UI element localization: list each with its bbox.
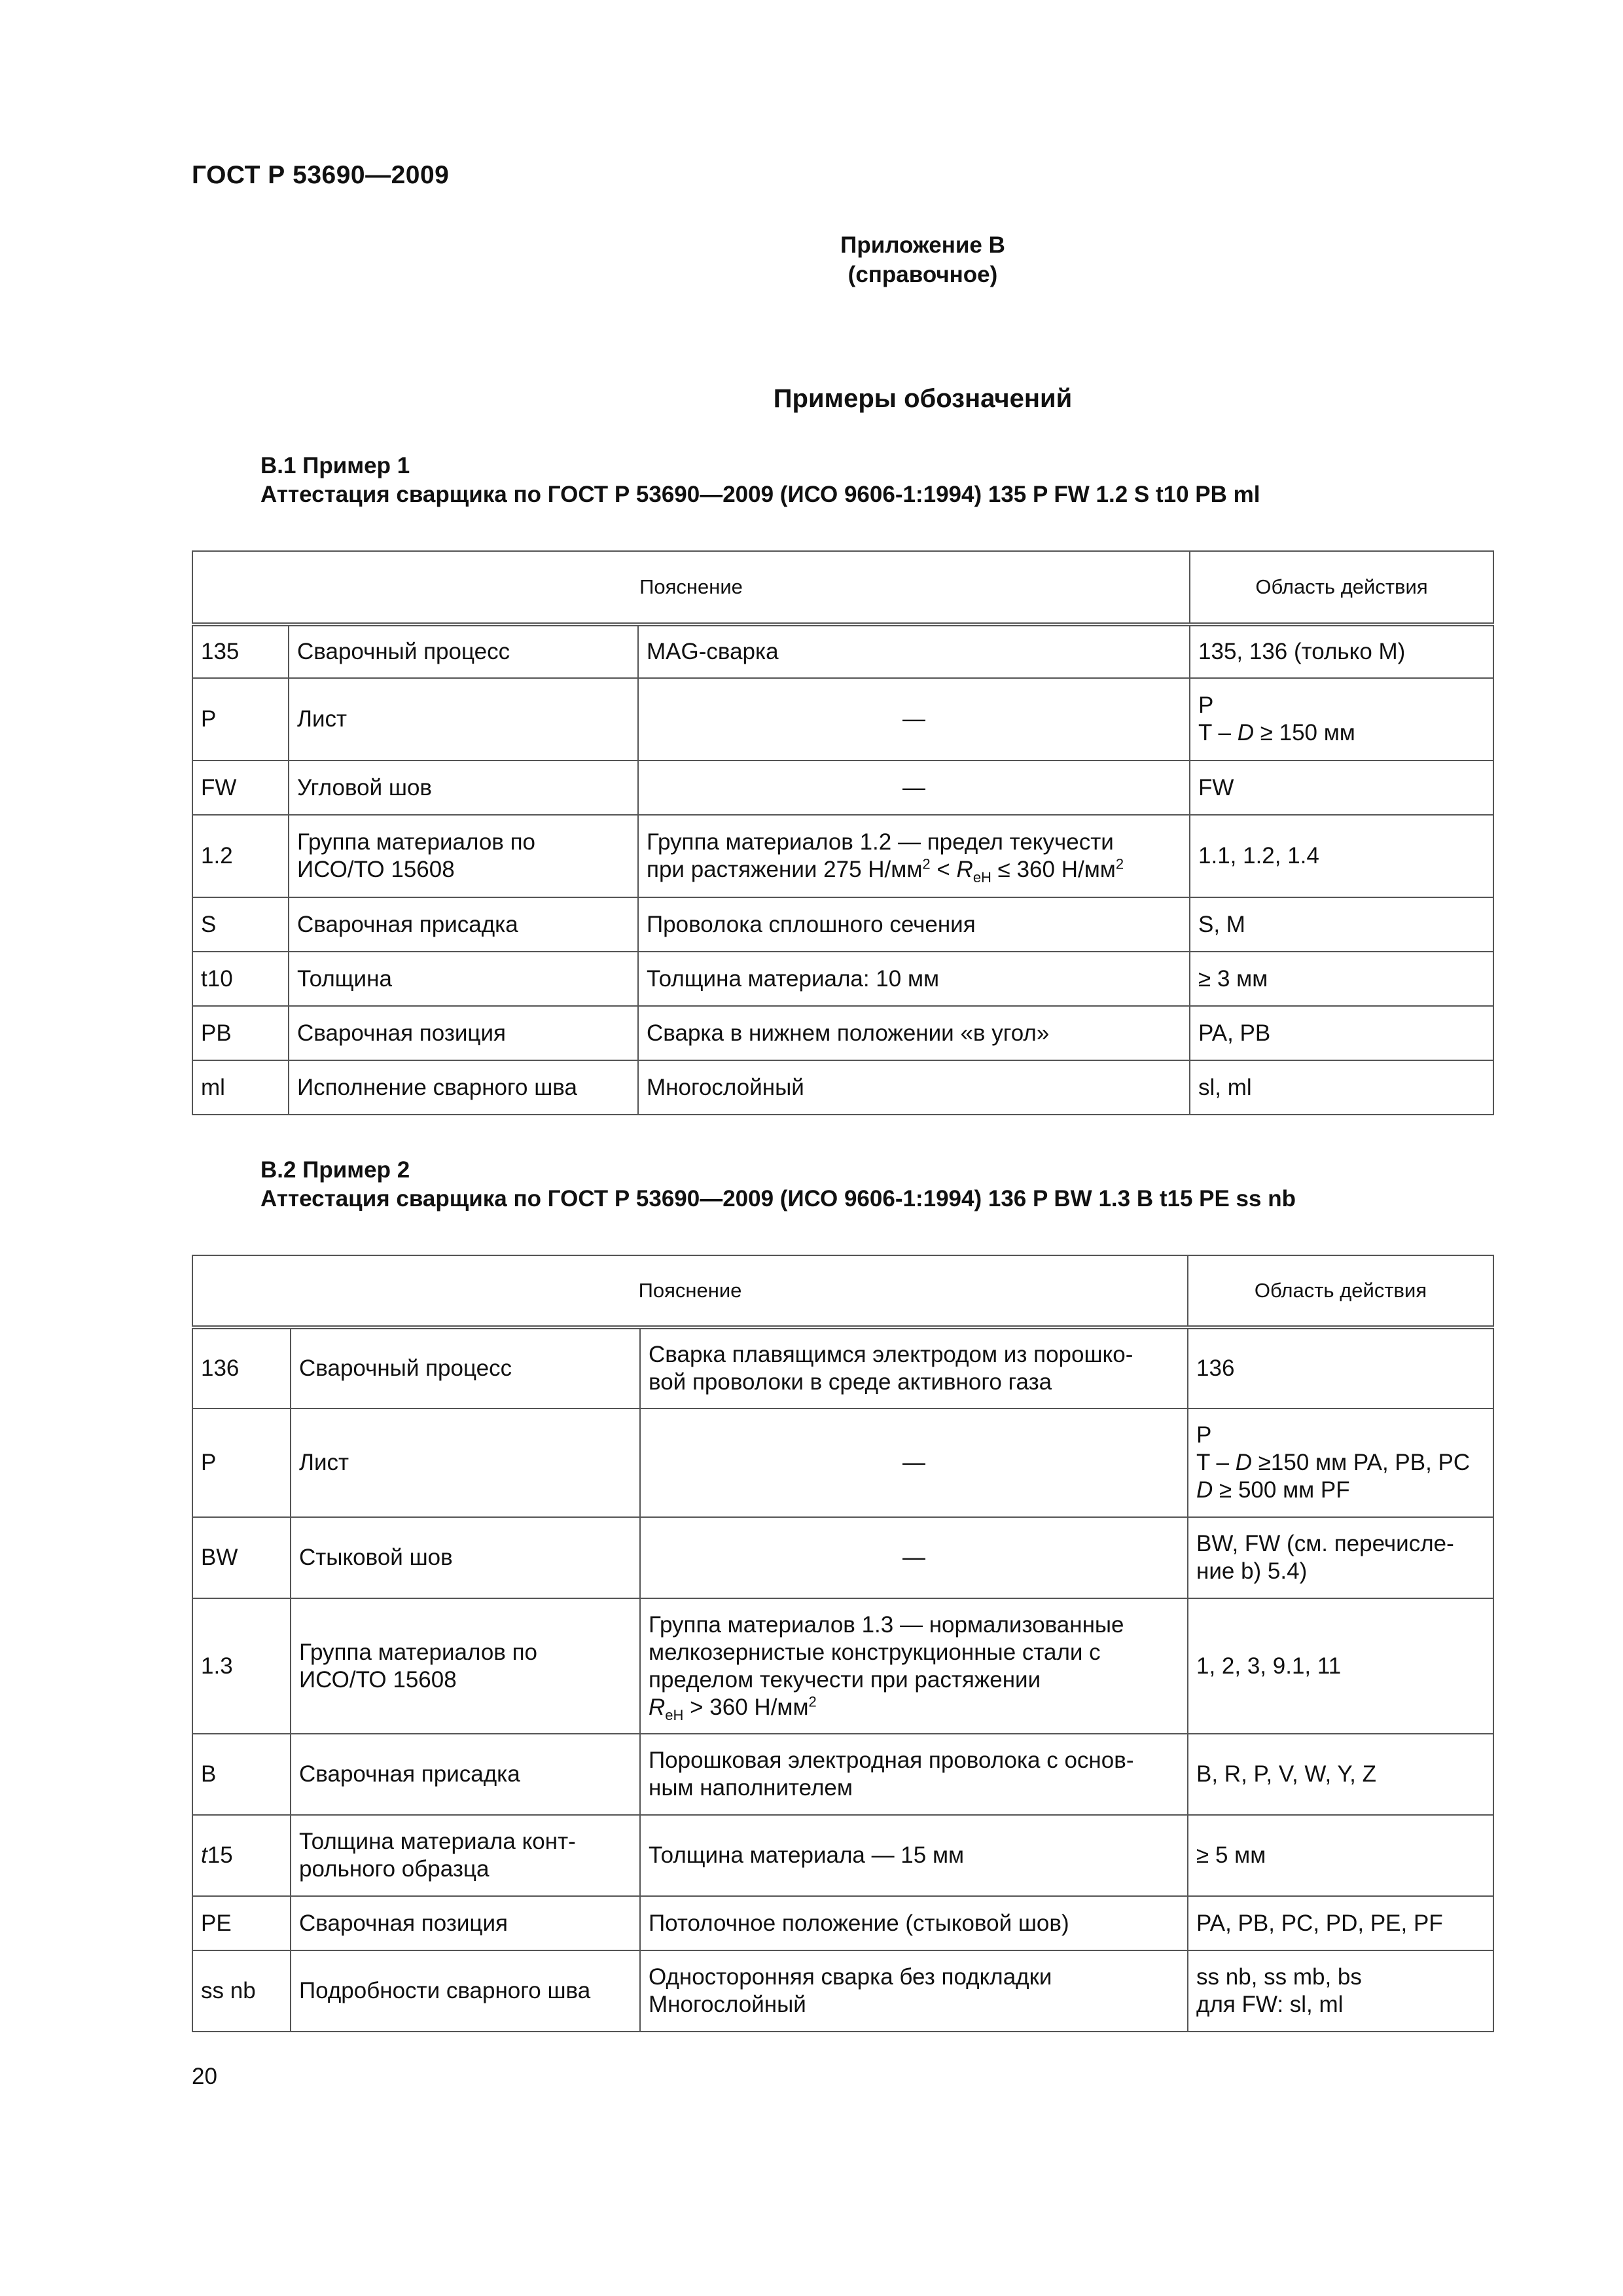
cell-code: PB <box>192 1006 289 1060</box>
cell-param <box>291 1815 640 1896</box>
document-code: ГОСТ Р 53690—2009 <box>192 161 450 189</box>
cell-value: Многослойный <box>638 1060 1190 1115</box>
value-line <box>647 856 1181 884</box>
cell-scope <box>1188 1517 1493 1598</box>
cell-scope: 1, 2, 3, 9.1, 11 <box>1188 1598 1493 1734</box>
value-line: Группа материалов 1.2 — предел текучести <box>647 829 1114 855</box>
value-text: ≤ 360 Н/мм <box>991 857 1116 882</box>
cell-code <box>192 1815 291 1896</box>
cell-value: Толщина материала: 10 мм <box>638 952 1190 1006</box>
scope-text: T – <box>1196 1450 1236 1475</box>
cell-param: Сварочная позиция <box>291 1896 640 1950</box>
example2-caption: Аттестация сварщика по ГОСТ Р 53690—2009 (ИСО 9606-1:1994) 136 P BW 1.3 B t15 PE ss nb <box>260 1186 1296 1211</box>
cell-value <box>640 1734 1188 1815</box>
scope-italic: D <box>1196 1477 1213 1503</box>
table-row <box>192 815 1493 897</box>
cell-param <box>291 1598 640 1734</box>
code-text: 15 <box>207 1842 233 1868</box>
cell-code: B <box>192 1734 291 1815</box>
cell-value <box>638 815 1190 897</box>
table-row <box>192 1060 1493 1115</box>
cell-value: Проволока сплошного сечения <box>638 897 1190 952</box>
column-header-explanation: Пояснение <box>192 551 1190 624</box>
cell-code: FW <box>192 761 289 815</box>
cell-scope: ≥ 5 мм <box>1188 1815 1493 1896</box>
value-line: вой проволоки в среде активного газа <box>649 1369 1052 1395</box>
cell-code: PE <box>192 1896 291 1950</box>
cell-param: Сварочная присадка <box>291 1734 640 1815</box>
code-italic: t <box>201 1842 207 1868</box>
cell-param: Лист <box>289 678 638 761</box>
cell-value: — <box>640 1408 1188 1517</box>
column-header-scope: Область действия <box>1190 551 1493 624</box>
table-row <box>192 1896 1493 1950</box>
example1-caption: Аттестация сварщика по ГОСТ Р 53690—2009 (ИСО 9606-1:1994) 135 P FW 1.2 S t10 PB ml <box>260 482 1260 507</box>
value-line <box>649 1694 1179 1721</box>
appendix-title: Приложение В <box>840 232 1005 258</box>
table-row <box>192 761 1493 815</box>
page-number: 20 <box>192 2064 217 2089</box>
param-line: Толщина материала конт- <box>299 1829 576 1854</box>
cell-param: Лист <box>291 1408 640 1517</box>
example2-table <box>192 1255 1494 2032</box>
value-italic: R <box>649 1694 666 1720</box>
cell-param: Сварочная позиция <box>289 1006 638 1060</box>
value-line: Многослойный <box>649 1992 806 2017</box>
cell-value: — <box>638 761 1190 815</box>
value-line: ным наполнителем <box>649 1775 853 1801</box>
value-text: при растяжении 275 Н/мм <box>647 857 923 882</box>
cell-value <box>640 1327 1188 1408</box>
value-line: Односторонняя сварка без подкладки <box>649 1964 1052 1990</box>
superscript: 2 <box>808 1693 817 1710</box>
value-line: Группа материалов 1.3 — нормализованные <box>649 1611 1124 1638</box>
cell-code: S <box>192 897 289 952</box>
cell-value <box>640 1598 1188 1734</box>
value-text: < <box>930 857 957 882</box>
scope-text: ≥150 мм PA, PB, PC <box>1251 1450 1471 1475</box>
value-text: > 360 Н/мм <box>683 1694 809 1720</box>
column-header-scope: Область действия <box>1188 1255 1493 1327</box>
scope-line <box>1198 719 1485 747</box>
cell-value: Сварка в нижнем положении «в угол» <box>638 1006 1190 1060</box>
value-italic: R <box>956 857 973 882</box>
scope-italic: D <box>1237 720 1254 745</box>
cell-value: — <box>640 1517 1188 1598</box>
table-row <box>192 678 1493 761</box>
cell-value: — <box>638 678 1190 761</box>
table-row <box>192 1950 1493 2032</box>
scope-line: для FW: sl, ml <box>1196 1992 1344 2017</box>
section-title: Примеры обозначений <box>773 384 1073 413</box>
cell-scope: 135, 136 (только M) <box>1190 624 1493 678</box>
subscript: eH <box>665 1706 684 1723</box>
column-header-explanation: Пояснение <box>192 1255 1188 1327</box>
scope-text: T – <box>1198 720 1238 745</box>
cell-value <box>640 1950 1188 2032</box>
scope-line <box>1196 1477 1485 1504</box>
example1-heading: В.1 Пример 1 <box>260 453 410 478</box>
cell-param: Исполнение сварного шва <box>289 1060 638 1115</box>
cell-code: P <box>192 1408 291 1517</box>
cell-scope <box>1190 678 1493 761</box>
cell-param: Сварочная присадка <box>289 897 638 952</box>
example1-table <box>192 550 1494 1115</box>
cell-param: Угловой шов <box>289 761 638 815</box>
param-line: ИСО/ТО 15608 <box>297 857 455 882</box>
cell-param: Подробности сварного шва <box>291 1950 640 2032</box>
scope-line: P <box>1196 1422 1212 1448</box>
param-line: ИСО/ТО 15608 <box>299 1666 457 1693</box>
param-line: Группа материалов по <box>299 1639 538 1665</box>
cell-scope: S, M <box>1190 897 1493 952</box>
superscript: 2 <box>922 855 931 872</box>
cell-code: 135 <box>192 624 289 678</box>
scope-line: BW, FW (см. перечисле- <box>1196 1531 1454 1556</box>
cell-value: Потолочное положение (стыковой шов) <box>640 1896 1188 1950</box>
cell-scope: ≥ 3 мм <box>1190 952 1493 1006</box>
table-row <box>192 624 1493 678</box>
subscript: eH <box>972 869 991 886</box>
scope-line <box>1196 1449 1485 1477</box>
table-row <box>192 1006 1493 1060</box>
scope-text: ≥ 150 мм <box>1253 720 1355 745</box>
cell-scope: FW <box>1190 761 1493 815</box>
cell-code: ml <box>192 1060 289 1115</box>
scope-line: ss nb, ss mb, bs <box>1196 1964 1362 1990</box>
table-row <box>192 897 1493 952</box>
table-row <box>192 1815 1493 1896</box>
value-line: пределом текучести при растяжении <box>649 1666 1041 1693</box>
cell-scope: 136 <box>1188 1327 1493 1408</box>
cell-param: Сварочный процесс <box>289 624 638 678</box>
example2-heading: В.2 Пример 2 <box>260 1157 410 1183</box>
table-row <box>192 1408 1493 1517</box>
cell-scope <box>1188 1408 1493 1517</box>
cell-scope: 1.1, 1.2, 1.4 <box>1190 815 1493 897</box>
cell-code: 1.3 <box>192 1598 291 1734</box>
superscript: 2 <box>1115 855 1124 872</box>
table-row <box>192 1734 1493 1815</box>
value-line: мелкозернистые конструкционные стали с <box>649 1639 1101 1665</box>
cell-value: Толщина материала — 15 мм <box>640 1815 1188 1896</box>
cell-scope: sl, ml <box>1190 1060 1493 1115</box>
table-row <box>192 1517 1493 1598</box>
table-row <box>192 952 1493 1006</box>
cell-code: t10 <box>192 952 289 1006</box>
cell-param <box>289 815 638 897</box>
table-row <box>192 1327 1493 1408</box>
scope-italic: D <box>1235 1450 1252 1475</box>
cell-param: Стыковой шов <box>291 1517 640 1598</box>
cell-scope: B, R, P, V, W, Y, Z <box>1188 1734 1493 1815</box>
cell-scope: PA, PB, PC, PD, PE, PF <box>1188 1896 1493 1950</box>
param-line: Группа материалов по <box>297 829 536 855</box>
value-line: Сварка плавящимся электродом из порошко- <box>649 1342 1133 1367</box>
cell-code: ss nb <box>192 1950 291 2032</box>
cell-scope: PA, PB <box>1190 1006 1493 1060</box>
scope-line: ние b) 5.4) <box>1196 1558 1308 1584</box>
cell-code: 1.2 <box>192 815 289 897</box>
cell-param: Сварочный процесс <box>291 1327 640 1408</box>
cell-scope <box>1188 1950 1493 2032</box>
cell-code: 136 <box>192 1327 291 1408</box>
table-row <box>192 1598 1493 1734</box>
cell-value: MAG-сварка <box>638 624 1190 678</box>
value-line: Порошковая электродная проволока с основ- <box>649 1748 1134 1773</box>
cell-param: Толщина <box>289 952 638 1006</box>
scope-line: P <box>1198 692 1214 718</box>
cell-code: BW <box>192 1517 291 1598</box>
param-line: рольного образца <box>299 1856 490 1882</box>
cell-code: P <box>192 678 289 761</box>
appendix-note: (справочное) <box>847 262 998 287</box>
scope-text: ≥ 500 мм PF <box>1213 1477 1350 1503</box>
